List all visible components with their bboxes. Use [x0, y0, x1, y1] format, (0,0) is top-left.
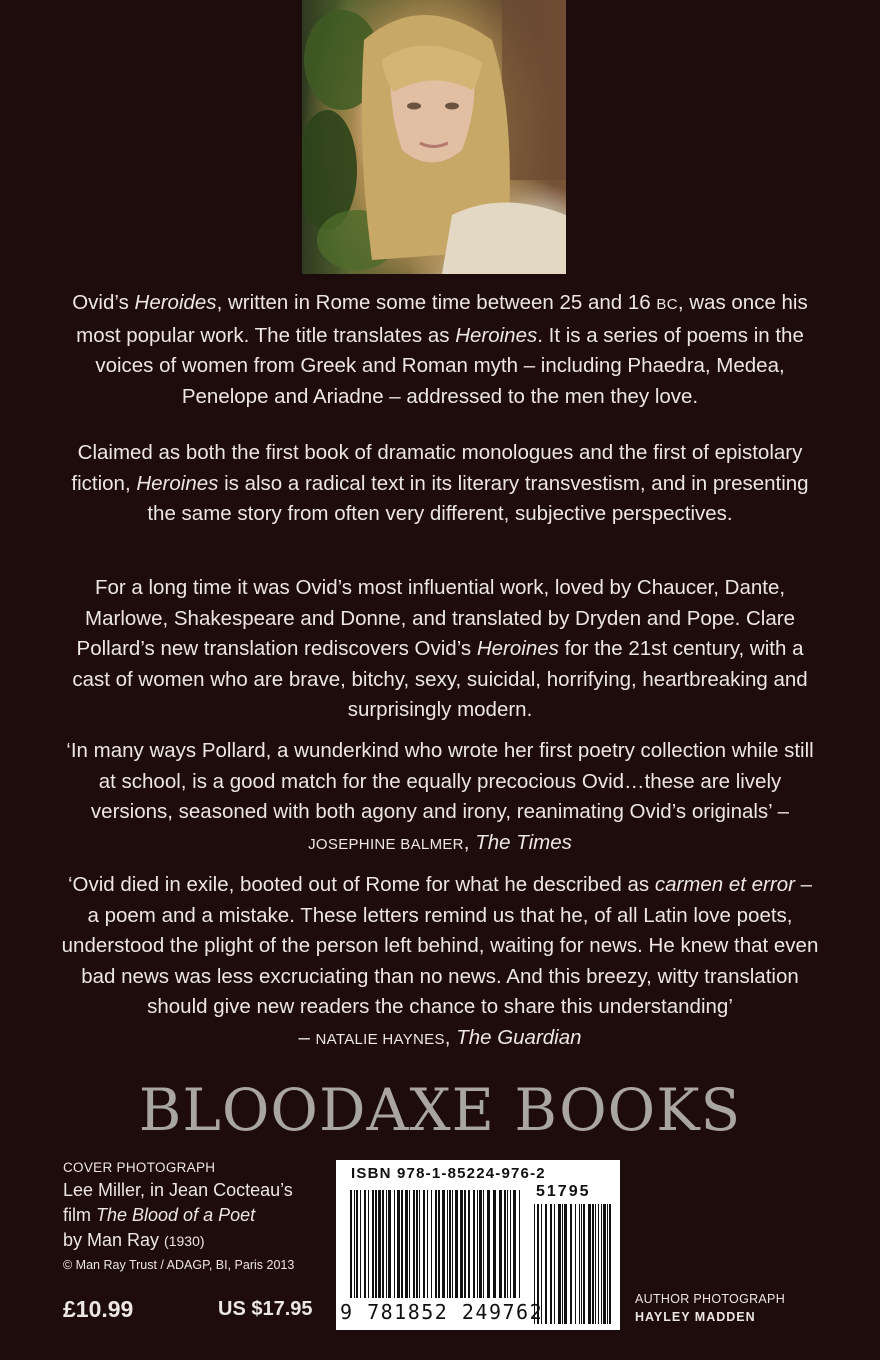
- barcode-bar: [427, 1190, 428, 1298]
- barcode-addon-bar: [579, 1204, 580, 1324]
- barcode-addon-bar: [609, 1204, 611, 1324]
- barcode-bar: [397, 1190, 400, 1298]
- price-uk: £10.99: [63, 1296, 134, 1322]
- author-portrait-illustration: [302, 0, 566, 274]
- cover-credit-label: COVER PHOTOGRAPH: [63, 1160, 216, 1175]
- barcode-addon-bar: [583, 1204, 585, 1324]
- title-italic: Heroines: [136, 471, 219, 495]
- barcode-bar: [435, 1190, 437, 1298]
- barcode-bar: [360, 1190, 361, 1298]
- barcode-bar: [431, 1190, 432, 1298]
- reviewer-name: JOSEPHINE BALMER: [308, 835, 464, 853]
- isbn-barcode: [336, 1160, 620, 1330]
- barcode-bar: [447, 1190, 448, 1298]
- barcode-bar: [442, 1190, 445, 1298]
- barcode-bar: [460, 1190, 463, 1298]
- author-photo-image: [302, 0, 566, 274]
- barcode-bar: [388, 1190, 391, 1298]
- isbn-label: ISBN 978-1-85224-976-2: [351, 1165, 546, 1182]
- barcode-bar: [504, 1190, 506, 1298]
- barcode-bar: [479, 1190, 482, 1298]
- barcode-bar: [413, 1190, 415, 1298]
- description-paragraph-2: Claimed as both the first book of dramatic monologues and the first of epistolary fiction, Heroines is also a radical text in its literary transvestism, and in presenting the same story from often very different, subjective perspectives.: [71, 441, 809, 525]
- barcode-addon-bar: [564, 1204, 567, 1324]
- barcode-bar: [394, 1190, 395, 1298]
- barcode-addon-bar: [592, 1204, 594, 1324]
- latin-phrase: carmen et error: [654, 873, 795, 896]
- barcode-bar: [378, 1190, 381, 1298]
- barcode-bar: [354, 1190, 355, 1298]
- barcode-bar: [464, 1190, 466, 1298]
- barcode-addon-bar: [581, 1204, 582, 1324]
- barcode-bar: [409, 1190, 410, 1298]
- barcode-bar: [455, 1190, 458, 1298]
- barcode-addon-number: 51795: [536, 1183, 591, 1200]
- price-us: US $17.95: [218, 1298, 313, 1320]
- barcode-bar: [416, 1190, 418, 1298]
- description-paragraph-3: For a long time it was Ovid’s most influential work, loved by Chaucer, Dante, Marlowe, Shakespeare and Donne, and translated by Dryden and Pope. Clare Pollard’s new translation rediscovers Ovid’s Heroines for the 21st century, with a cast of women who are brave, bitchy, sexy, suicidal, horrifying, heartbreaking and surprisingly modern.: [72, 576, 808, 721]
- barcode-bar: [473, 1190, 475, 1298]
- barcode-bar: [423, 1190, 425, 1298]
- barcode-bar: [510, 1190, 511, 1298]
- cover-credit-line-2: film The Blood of a Poet: [63, 1205, 256, 1225]
- description-paragraph-1: Ovid’s Heroides, written in Rome some time between 25 and 16 BC, was once his most popular work. The title translates as Heroines. It is a series of poems in the voices of women from Greek and Roman myth – including Phaedra, Medea, Penelope and Ariadne – addressed to the men they love.: [72, 291, 808, 408]
- author-photo-label: AUTHOR PHOTOGRAPH: [635, 1292, 786, 1306]
- barcode-addon-bar: [575, 1204, 576, 1324]
- barcode-bar: [449, 1190, 451, 1298]
- barcode-bar: [356, 1190, 358, 1298]
- barcode-bar: [368, 1190, 369, 1298]
- barcode-bar: [468, 1190, 470, 1298]
- barcode-bar: [477, 1190, 478, 1298]
- barcode-bar: [386, 1190, 387, 1298]
- barcode-bar: [499, 1190, 502, 1298]
- barcode-addon-bar: [601, 1204, 602, 1324]
- barcode-bar: [519, 1190, 520, 1298]
- barcode-bar: [375, 1190, 377, 1298]
- barcode-addon-bar: [570, 1204, 572, 1324]
- barcode-bar: [364, 1190, 366, 1298]
- barcode-bar: [452, 1190, 453, 1298]
- title-italic: Heroines: [476, 637, 559, 660]
- barcode-bar: [401, 1190, 403, 1298]
- barcode-bar: [513, 1190, 516, 1298]
- barcode-bar: [487, 1190, 490, 1298]
- review-source: The Times: [475, 830, 572, 854]
- barcode-addon-bar: [545, 1204, 547, 1324]
- barcode-bar: [483, 1190, 484, 1298]
- barcode-bar: [507, 1190, 508, 1298]
- barcode-addon-bar: [554, 1204, 555, 1324]
- barcode-bar: [419, 1190, 420, 1298]
- author-photo-credit: [635, 1290, 785, 1326]
- reviewer-name: NATALIE HAYNES: [315, 1030, 445, 1048]
- cover-credit-line-1: Lee Miller, in Jean Cocteau’s: [63, 1180, 293, 1200]
- barcode-addon-bar: [607, 1204, 608, 1324]
- barcode-bar: [372, 1190, 374, 1298]
- barcode-addon-bar: [595, 1204, 596, 1324]
- barcode-bar: [438, 1190, 440, 1298]
- author-photo-name: HAYLEY MADDEN: [635, 1310, 756, 1324]
- barcode-addon-bar: [562, 1204, 563, 1324]
- barcode-addon-bar: [598, 1204, 599, 1324]
- barcode-number: 9 781852 249762: [340, 1300, 544, 1324]
- review-quote-1: ‘In many ways Pollard, a wunderkind who wrote her first poetry collection while still at school, is a good match for the equally precocious Ovid…these are lively versions, seasoned with both agony and irony, reanimating Ovid’s originals’ – JOSEPHINE BALMER, The Times: [66, 739, 814, 854]
- cover-copyright: © Man Ray Trust / ADAGP, BI, Paris 2013: [63, 1258, 295, 1272]
- review-quote-2: ‘Ovid died in exile, booted out of Rome for what he described as carmen et error – a poem and a mistake. These letters remind us that he, of all Latin love poets, understood the plight of the person left behind, waiting for news. He knew that even bad news was less excruciating than no news. And this breezy, witty translation should give new readers the chance to share this understanding’ – NATALIE HAYNES, The Guardian: [61, 873, 819, 1049]
- title-italic: Heroides: [134, 291, 217, 314]
- barcode-bar: [350, 1190, 352, 1298]
- title-italic: Heroines: [455, 323, 538, 347]
- barcode-addon-bar: [550, 1204, 552, 1324]
- cover-photo-credit: [63, 1158, 363, 1276]
- barcode-addon-bar: [603, 1204, 606, 1324]
- cover-credit-line-3: by Man Ray (1930): [63, 1230, 205, 1250]
- barcode-addon-bar: [558, 1204, 561, 1324]
- publisher-logo: BLOODAXE BOOKS: [138, 1076, 742, 1144]
- review-source: The Guardian: [456, 1025, 582, 1049]
- barcode-bar: [493, 1190, 496, 1298]
- barcode-addon-bar: [588, 1204, 591, 1324]
- barcode-bar: [405, 1190, 408, 1298]
- barcode-bar: [382, 1190, 384, 1298]
